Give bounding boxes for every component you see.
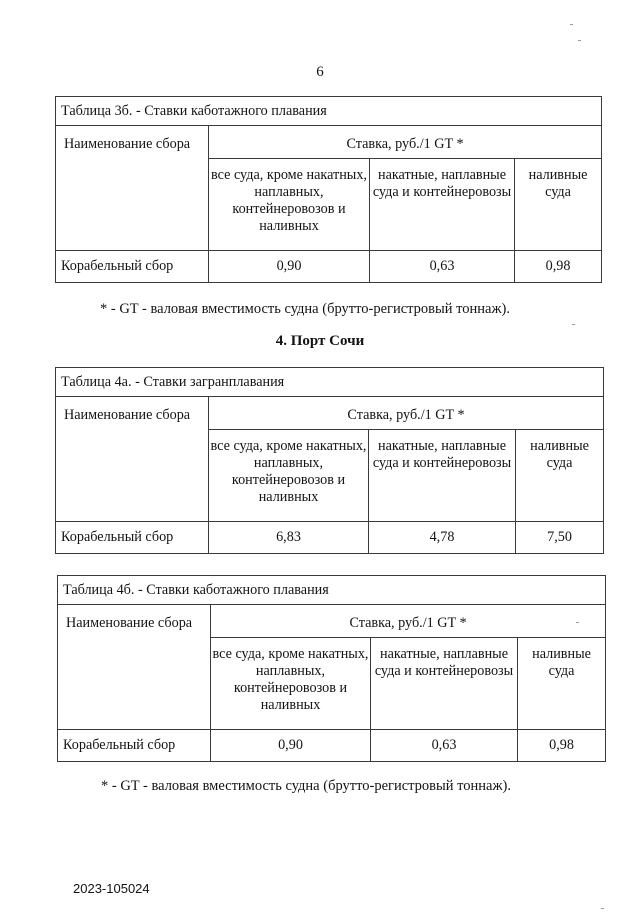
column-header-all-vessels: все суда, кроме накатных, наплавных, контейнеровозов и наливных: [211, 638, 371, 730]
page-number: 6: [316, 64, 324, 80]
column-header-roro-container: накатные, наплавные суда и контейнеровозы: [371, 638, 518, 730]
footnote-gt: * - GT - валовая вместимость судна (брутто-регистровый тоннаж).: [100, 301, 510, 317]
rate-value: 0,63: [371, 730, 518, 762]
rate-header: Ставка, руб./1 GT *: [211, 605, 606, 638]
rate-header: Ставка, руб./1 GT *: [209, 126, 602, 159]
fee-name-header: Наименование сбора: [58, 605, 211, 730]
row-label-ship-fee: Корабельный сбор: [56, 251, 209, 283]
rate-value: 6,83: [209, 522, 369, 554]
table-caption: Таблица 3б. - Ставки каботажного плавания: [56, 97, 602, 126]
rate-value: 0,98: [518, 730, 606, 762]
rate-value: 4,78: [369, 522, 516, 554]
row-label-ship-fee: Корабельный сбор: [58, 730, 211, 762]
rates-table-4a: [55, 367, 604, 554]
scan-speck: [570, 24, 573, 25]
rate-header: Ставка, руб./1 GT *: [209, 397, 604, 430]
fee-name-header: Наименование сбора: [56, 126, 209, 251]
row-label-ship-fee: Корабельный сбор: [56, 522, 209, 554]
rate-value: 0,90: [211, 730, 371, 762]
column-header-tankers: наливные суда: [516, 430, 604, 522]
rates-table-4b: [57, 575, 606, 762]
rate-value: 0,63: [370, 251, 515, 283]
scan-speck: [578, 40, 581, 41]
column-header-tankers: наливные суда: [518, 638, 606, 730]
column-header-all-vessels: все суда, кроме накатных, наплавных, контейнеровозов и наливных: [209, 430, 369, 522]
rate-value: 0,98: [515, 251, 602, 283]
table-caption: Таблица 4б. - Ставки каботажного плавания: [58, 576, 606, 605]
column-header-tankers: наливные суда: [515, 159, 602, 251]
fee-name-header: Наименование сбора: [56, 397, 209, 522]
rates-table-3b: [55, 96, 602, 283]
scan-speck: [601, 908, 604, 909]
column-header-roro-container: накатные, наплавные суда и контейнеровозы: [370, 159, 515, 251]
document-code: 2023-105024: [73, 881, 150, 896]
column-header-roro-container: накатные, наплавные суда и контейнеровозы: [369, 430, 516, 522]
column-header-all-vessels: все суда, кроме накатных, наплавных, контейнеровозов и наливных: [209, 159, 370, 251]
rate-value: 0,90: [209, 251, 370, 283]
scan-speck: [572, 324, 575, 325]
rate-value: 7,50: [516, 522, 604, 554]
section-title: 4. Порт Сочи: [275, 333, 365, 349]
table-caption: Таблица 4а. - Ставки загранплавания: [56, 368, 604, 397]
scan-speck: [576, 622, 579, 623]
footnote-gt: * - GT - валовая вместимость судна (брутто-регистровый тоннаж).: [101, 778, 511, 794]
